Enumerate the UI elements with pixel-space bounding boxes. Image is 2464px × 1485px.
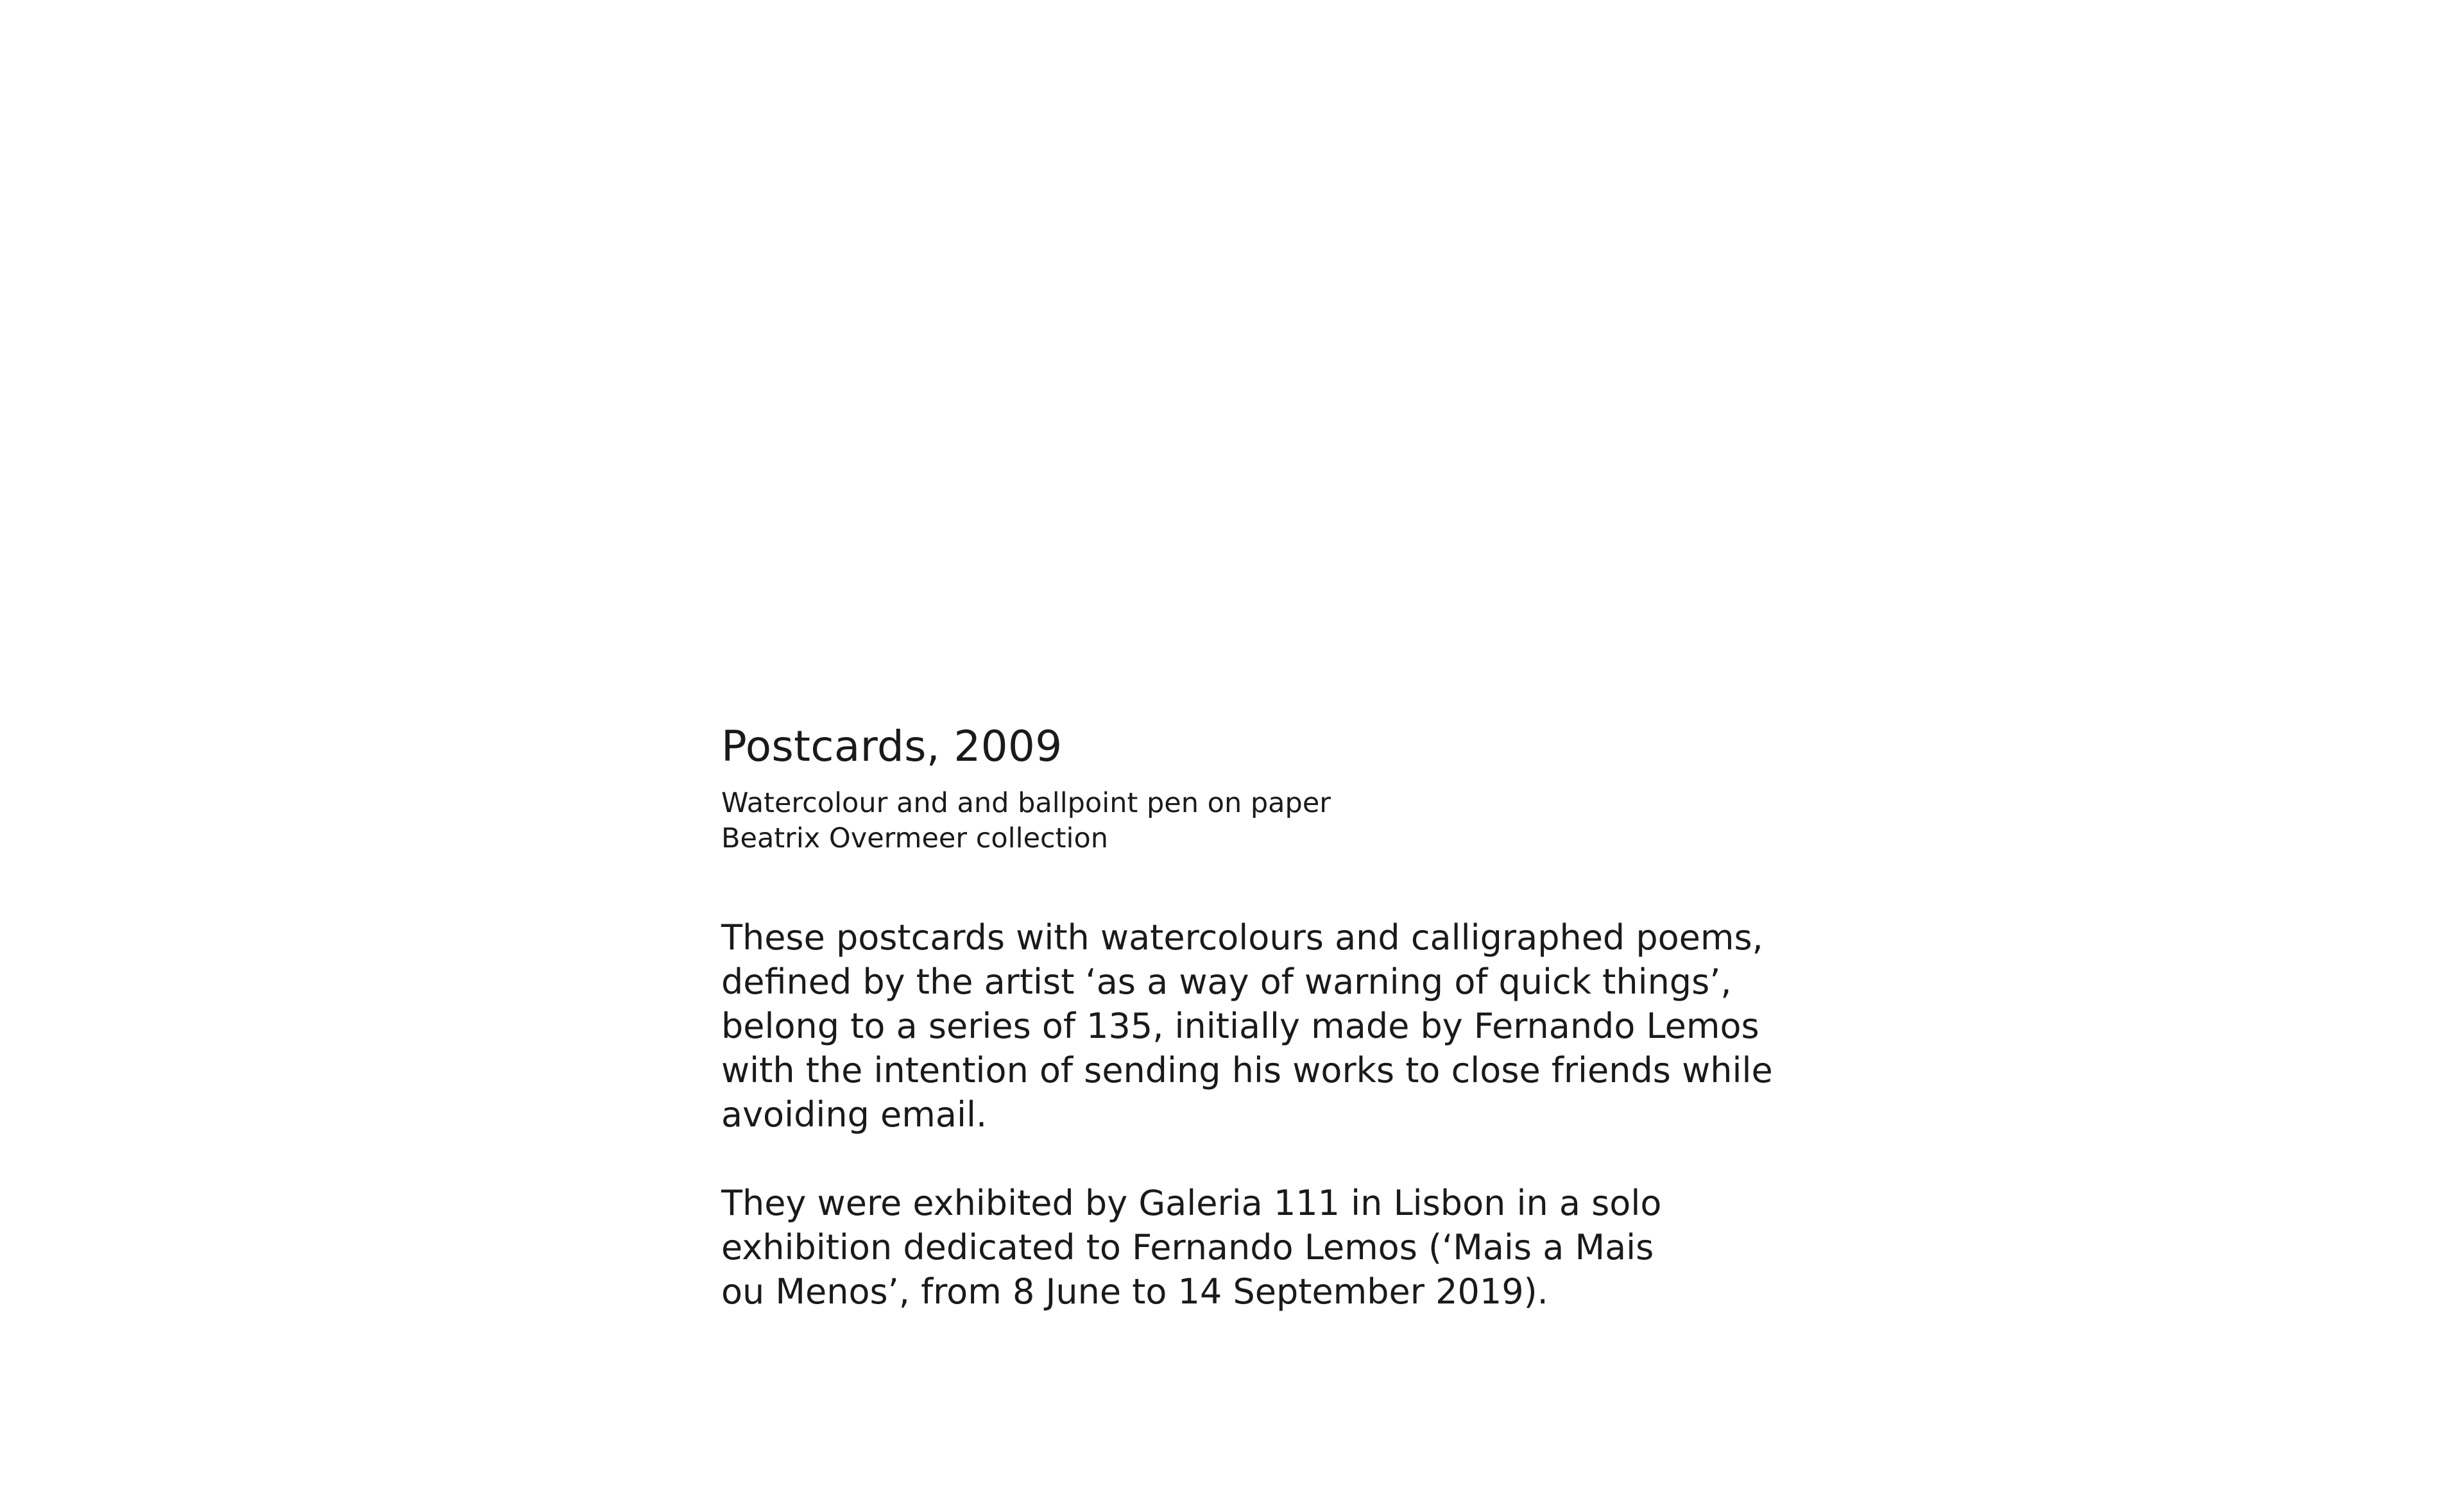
artwork-collection: Beatrix Overmeer collection: [721, 822, 1109, 854]
text-line: belong to a series of 135, initially made by Fernando Lemos: [721, 1006, 1759, 1046]
artwork-label: [721, 722, 1812, 1358]
text-line: They were exhibited by Galeria 111 in Lisbon in a solo: [721, 1183, 1662, 1223]
text-line: defined by the artist ‘as a way of warning of quick things’,: [721, 962, 1732, 1002]
artwork-meta: [721, 786, 1812, 856]
text-line: exhibition dedicated to Fernando Lemos (‘Mais a Mais: [721, 1227, 1654, 1268]
text-line: avoiding email.: [721, 1094, 988, 1135]
artwork-description: [721, 915, 1812, 1314]
text-line: These postcards with watercolours and calligraphed poems,: [721, 917, 1763, 958]
artwork-medium: Watercolour and and ballpoint pen on paper: [721, 787, 1331, 819]
description-paragraph-1: [721, 915, 1812, 1137]
description-paragraph-2: [721, 1181, 1812, 1314]
text-line: ou Menos’, from 8 June to 14 September 2019).: [721, 1271, 1548, 1312]
text-line: with the intention of sending his works to close friends while: [721, 1050, 1773, 1090]
artwork-title: Postcards, 2009: [721, 722, 1063, 771]
